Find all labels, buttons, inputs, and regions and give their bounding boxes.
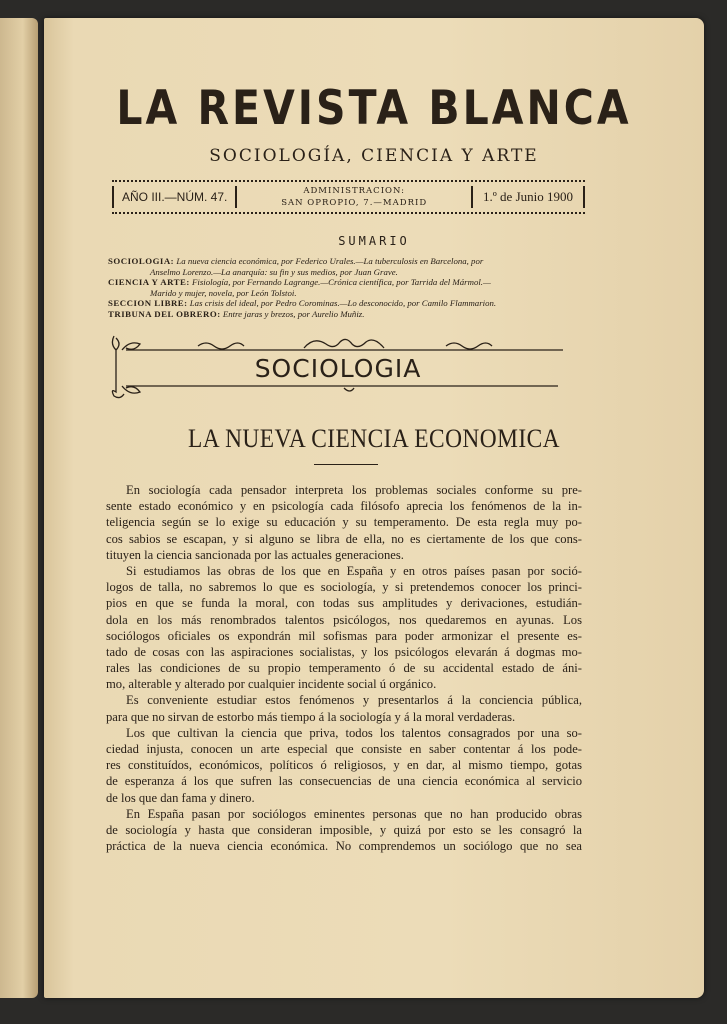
article-body	[106, 482, 582, 854]
title-divider	[314, 464, 378, 465]
issue-number: AÑO III.—NÚM. 47.	[112, 186, 237, 208]
admin-label: ADMINISTRACION:	[303, 186, 406, 196]
body-line: sociólogos oficiales os expondrán mil sofismas para poder armonizar el presente es-	[106, 628, 582, 643]
sumario-section-label: CIENCIA Y ARTE:	[108, 277, 190, 287]
body-line: rales las condiciones de su propio temperamento ó de su accidental estado de áni-	[106, 661, 582, 676]
sumario-row	[108, 288, 588, 299]
administration-info	[237, 185, 471, 209]
body-line: de esperanza á los que sufren las consecuencias de una ciencia económica al servicio	[106, 774, 582, 789]
adjacent-page-edge	[0, 18, 38, 998]
body-line: Los que cultivan la ciencia que priva, todos los talentos consagrados por una so-	[126, 725, 582, 740]
body-line: pios en que se funda la moral, con todas sus amplitudes y derivaciones, estudián-	[106, 596, 582, 611]
sumario-entry: Entre jaras y brezos, por Aurelio Muñiz.	[220, 308, 365, 319]
sumario-row	[108, 256, 588, 267]
issue-date: 1.º de Junio 1900	[471, 186, 585, 208]
body-line: En sociología cada pensador interpreta los problemas sociales conforme su pre-	[126, 483, 582, 497]
body-line: res constituídos, económicos, políticos ó religiosos, y en dar, al mismo tiempo, gotas	[106, 758, 582, 773]
body-line: logos de talla, no sabremos lo que es sociología, y si pretendemos conocer los princi-	[106, 580, 582, 595]
body-line: de los que dan fama y dinero.	[106, 790, 255, 805]
sumario-section-label: SOCIOLOGIA:	[108, 256, 175, 266]
journal-page	[44, 18, 704, 998]
section-banner	[108, 330, 568, 402]
body-line: cos sabios se escapan, y si alguno se libra de ella, no es ciertamente de los que cons-	[106, 531, 582, 546]
body-line: teligencia según se lo exige su educación y su temperamento. De esta regla muy po-	[106, 515, 582, 530]
sumario-section-label: TRIBUNA DEL OBRERO:	[108, 308, 221, 319]
sumario-row	[108, 277, 588, 288]
sumario-section-label: SECCION LIBRE:	[108, 298, 188, 308]
body-line: dola en los más renombrados talentos psicólogos, nos quedaremos en ayunas. Los	[106, 612, 582, 627]
body-line: tado de cosas con las aspiraciones socialistas, y los psicólogos elevarán á dogmas mo-	[106, 644, 582, 659]
sumario-row	[108, 267, 588, 278]
body-line: mo, alterable y alterado por cualquier incidente social ú orgánico.	[106, 677, 437, 692]
body-line: tituyen la ciencia sancionada por las actuales generaciones.	[106, 547, 404, 562]
sumario-row	[108, 309, 588, 320]
sumario-entry: Las crisis del ideal, por Pedro Corominas.—Lo desconocido, por Camilo Flammarion.	[187, 298, 497, 308]
body-line: para que no sirvan de estorbo más tiempo á la sociología y á la moral verdaderas.	[106, 709, 516, 724]
sumario-contents	[108, 256, 588, 319]
sumario-entry: Fisiología, por Fernando Lagrange.—Crónica científica, por Tarrida del Mármol.—	[189, 277, 491, 287]
sumario-row	[108, 298, 588, 309]
body-line: de sociología y hasta que consideran imposible, y quizá por esto se les consagró la	[106, 822, 582, 837]
body-line: sente estado económico y en psicología cada filósofo aprecia los fenómenos de la in-	[106, 499, 582, 514]
masthead-subtitle: SOCIOLOGÍA, CIENCIA Y ARTE	[209, 146, 539, 166]
issue-info-bar	[112, 180, 585, 214]
body-line: Si estudiamos las obras de los que en España y en otros países pasan por soció-	[126, 563, 582, 578]
sumario-entry: La nueva ciencia económica, por Federico Urales.—La tuberculosis en Barcelona, por	[174, 256, 484, 266]
admin-address: SAN OPROPIO, 7.—MADRID	[281, 198, 428, 208]
article-title: LA NUEVA CIENCIA ECONOMICA	[187, 424, 561, 453]
body-line: Es conveniente estudiar estos fenómenos y presentarlos á la conciencia pública,	[126, 693, 582, 708]
masthead-title: LA REVISTA BLANCA	[116, 80, 632, 136]
section-banner-label: SOCIOLOGIA	[254, 354, 422, 383]
sumario-entry: Anselmo Lorenzo.—La anarquía: su fin y sus medios, por Juan Grave.	[150, 266, 398, 277]
body-line: ciedad injusta, conocen un arte especial que consiste en saber contentar á los pode-	[106, 742, 582, 756]
sumario-entry: Marido y mujer, novela, por León Tolstoi.	[150, 287, 297, 298]
body-line: práctica de la nueva ciencia económica. No comprendemos un sociólogo que no sea	[106, 839, 582, 854]
sumario-heading: SUMARIO	[338, 234, 410, 248]
body-line: En España pasan por sociólogos eminentes personas que no han producido obras	[126, 806, 582, 821]
